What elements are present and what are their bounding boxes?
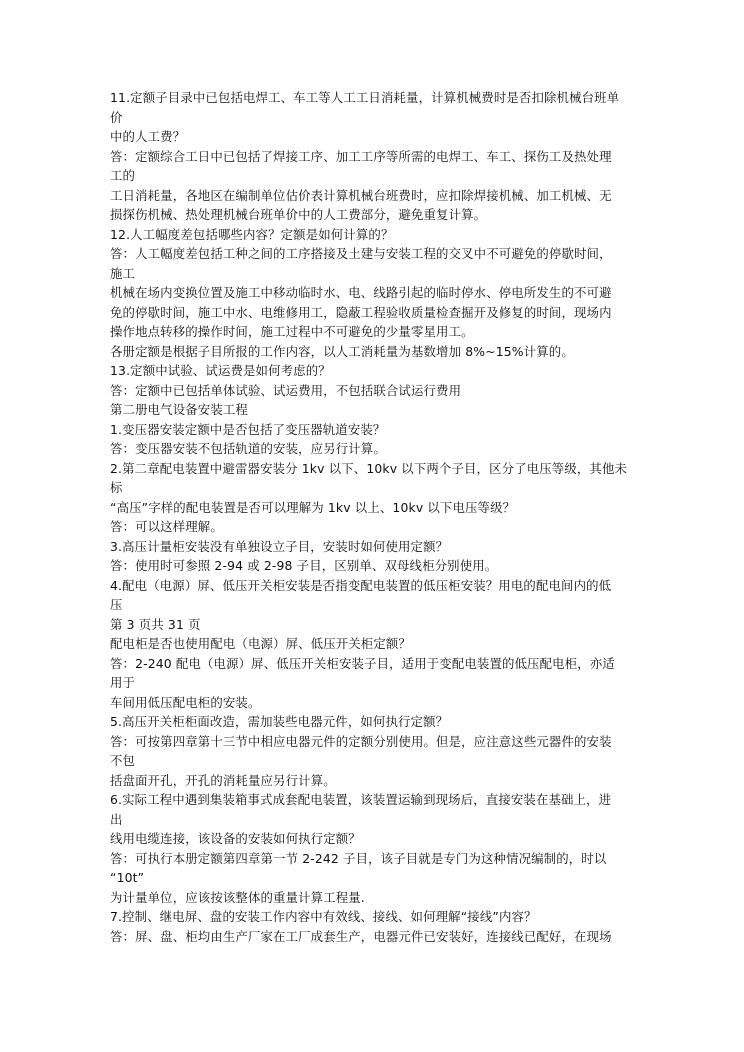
text-line: 答：屏、盘、柜均由生产厂家在工厂成套生产，电器元件已安装好，连接线已配好，在现场 — [110, 928, 612, 944]
text-line: 为计量单位，应该按该整体的重量计算工程量. — [110, 889, 365, 905]
text-line: 配电柜是否也使用配电（电源）屏、低压开关柜定额？ — [110, 636, 411, 651]
text-line: 标 — [110, 480, 123, 495]
text-line: 免的停歇时间，施工中水、电维修用工，隐蔽工程验收质量检查掘开及修复的时间，现场内 — [110, 304, 612, 320]
text-line: 线用电缆连接，该设备的安装如何执行定额？ — [110, 831, 361, 846]
text-line: 损探伤机械、热处理机械台班单价中的人工费部分，避免重复计算。 — [110, 207, 487, 222]
text-line: 车间用低压配电柜的安装。 — [110, 694, 261, 710]
document-body — [110, 88, 640, 946]
question-heading: 4.配电（电源）屏、低压开关柜安装是否指变配电装置的低压柜安装？用电的配电间内的低 — [110, 577, 612, 593]
text-line: 答：人工幅度差包括工种之间的工序搭接及土建与安装工程的交叉中不可避免的停歇时间， — [110, 246, 612, 261]
page-number: 第 3 页共 31 页 — [110, 616, 201, 632]
text-line: 答：使用时可参照 2-94 或 2-98 子目，区别单、双母线柜分别使用。 — [110, 558, 498, 573]
question-heading: 5.高压开关柜柜面改造，需加装些电器元件，如何执行定额？ — [110, 714, 449, 729]
text-line: 答：定额中已包括单体试验、试运费用，不包括联合试运行费用 — [110, 382, 462, 398]
text-line: 答：变压器安装不包括轨道的安装，应另行计算。 — [110, 441, 386, 456]
question-heading: 1.变压器安装定额中是否包括了变压器轨道安装？ — [110, 421, 386, 437]
section-heading: 第二册电气设备安装工程 — [110, 402, 248, 417]
text-line: 不包 — [110, 753, 136, 768]
text-line: 答：2-240 配电（电源）屏、低压开关柜安装子目，适用于变配电装置的低压配电柜，亦适 — [110, 655, 615, 671]
text-line: 价 — [110, 109, 123, 125]
question-heading: 12.人工幅度差包括哪些内容？定额是如何计算的？ — [110, 226, 394, 242]
question-heading: 6.实际工程中遇到集装箱事式成套配电装置，该装置运输到现场后，直接安装在基础上，进 — [110, 792, 612, 807]
text-line: 答：可以这样理解。 — [110, 519, 223, 534]
text-line: 中的人工费？ — [110, 129, 186, 144]
text-line: “高压”字样的配电装置是否可以理解为 1kv 以上、10kv 以下电压等级？ — [110, 499, 516, 515]
text-line: 机械在场内变换位置及施工中移动临时水、电、线路引起的临时停水、停电所发生的不可避 — [110, 285, 612, 300]
text-line: “10t” — [110, 870, 145, 885]
text-line: 施工 — [110, 265, 136, 281]
text-line: 工日消耗量，各地区在编制单位估价表计算机械台班费时，应扣除焊接机械、加工机械、无 — [110, 187, 612, 203]
question-heading: 13.定额中试验、试运费是如何考虑的？ — [110, 363, 331, 378]
text-line: 答：可执行本册定额第四章第一节 2-242 子目，该子目就是专门为这种情况编制的，时以 — [110, 850, 607, 866]
text-line: 压 — [110, 597, 123, 612]
text-line: 答：可按第四章第十三节中相应电器元件的定额分别使用。但是，应注意这些元器件的安装 — [110, 733, 612, 749]
text-line: 答：定额综合工日中已包括了焊接工序、加工工序等所需的电焊工、车工、探伤工及热处理 — [110, 148, 612, 164]
text-line: 括盘面开孔，开孔的消耗量应另行计算。 — [110, 772, 336, 788]
text-line: 工的 — [110, 168, 136, 183]
question-heading: 3.高压计量柜安装没有单独设立子目，安装时如何使用定额？ — [110, 538, 449, 554]
text-line: 出 — [110, 811, 123, 827]
text-line: 各册定额是根据子目所报的工作内容，以人工消耗量为基数增加 8%~15%计算的。 — [110, 343, 574, 359]
question-heading: 7.控制、继电屏、盘的安装工作内容中有效线、接线、如何理解“接线”内容？ — [110, 909, 537, 924]
text-line: 11.定额子目录中已包括电焊工、车工等人工工日消耗量，计算机械费时是否扣除机械台班单 — [110, 90, 620, 105]
text-line: 用于 — [110, 675, 136, 690]
question-heading: 2.第二章配电装置中避雷器安装分 1kv 以下、10kv 以下两个子目，区分了电压等级，其他未 — [110, 460, 628, 476]
text-line: 操作地点转移的操作时间，施工过程中不可避免的少量零星用工。 — [110, 324, 474, 339]
